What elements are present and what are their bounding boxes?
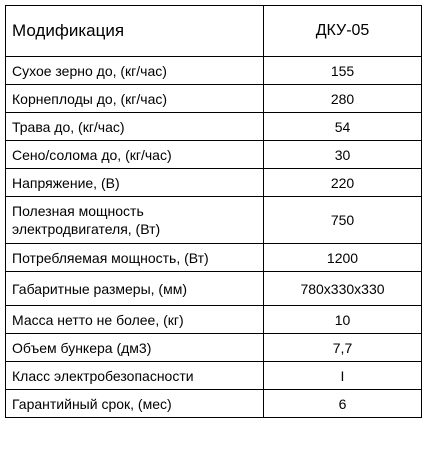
- spec-table: [5, 5, 422, 418]
- row-value: 54: [264, 113, 422, 141]
- row-label: Сухое зерно до, (кг/час): [6, 57, 264, 85]
- row-label: Напряжение, (В): [6, 169, 264, 197]
- table-row: [6, 306, 422, 334]
- row-label: Потребляемая мощность, (Вт): [6, 244, 264, 272]
- table-row: [6, 85, 422, 113]
- table-header-row: [6, 6, 422, 57]
- row-label: Полезная мощность электродвигателя, (Вт): [6, 197, 264, 244]
- row-value: 280: [264, 85, 422, 113]
- table-row: [6, 334, 422, 362]
- row-value: 750: [264, 197, 422, 244]
- row-label: Масса нетто не более, (кг): [6, 306, 264, 334]
- row-label: Корнеплоды до, (кг/час): [6, 85, 264, 113]
- row-value: 7,7: [264, 334, 422, 362]
- row-value: 6: [264, 390, 422, 418]
- table-row: [6, 57, 422, 85]
- table-row: [6, 390, 422, 418]
- row-value: 30: [264, 141, 422, 169]
- row-value: 155: [264, 57, 422, 85]
- row-label: Трава до, (кг/час): [6, 113, 264, 141]
- row-label: Сено/солома до, (кг/час): [6, 141, 264, 169]
- row-label: Гарантийный срок, (мес): [6, 390, 264, 418]
- row-label: Класс электробезопасности: [6, 362, 264, 390]
- row-value: 220: [264, 169, 422, 197]
- header-label: Модификация: [6, 6, 264, 57]
- table-row: [6, 244, 422, 272]
- row-value: I: [264, 362, 422, 390]
- row-label: Объем бункера (дм3): [6, 334, 264, 362]
- row-value: 10: [264, 306, 422, 334]
- row-label: Габаритные размеры, (мм): [6, 272, 264, 306]
- row-value: 780х330х330: [264, 272, 422, 306]
- table-row: [6, 169, 422, 197]
- table-row: [6, 113, 422, 141]
- table-row: [6, 272, 422, 306]
- row-value: 1200: [264, 244, 422, 272]
- table-row: [6, 197, 422, 244]
- table-row: [6, 141, 422, 169]
- table-row: [6, 362, 422, 390]
- header-value: ДКУ-05: [264, 6, 422, 57]
